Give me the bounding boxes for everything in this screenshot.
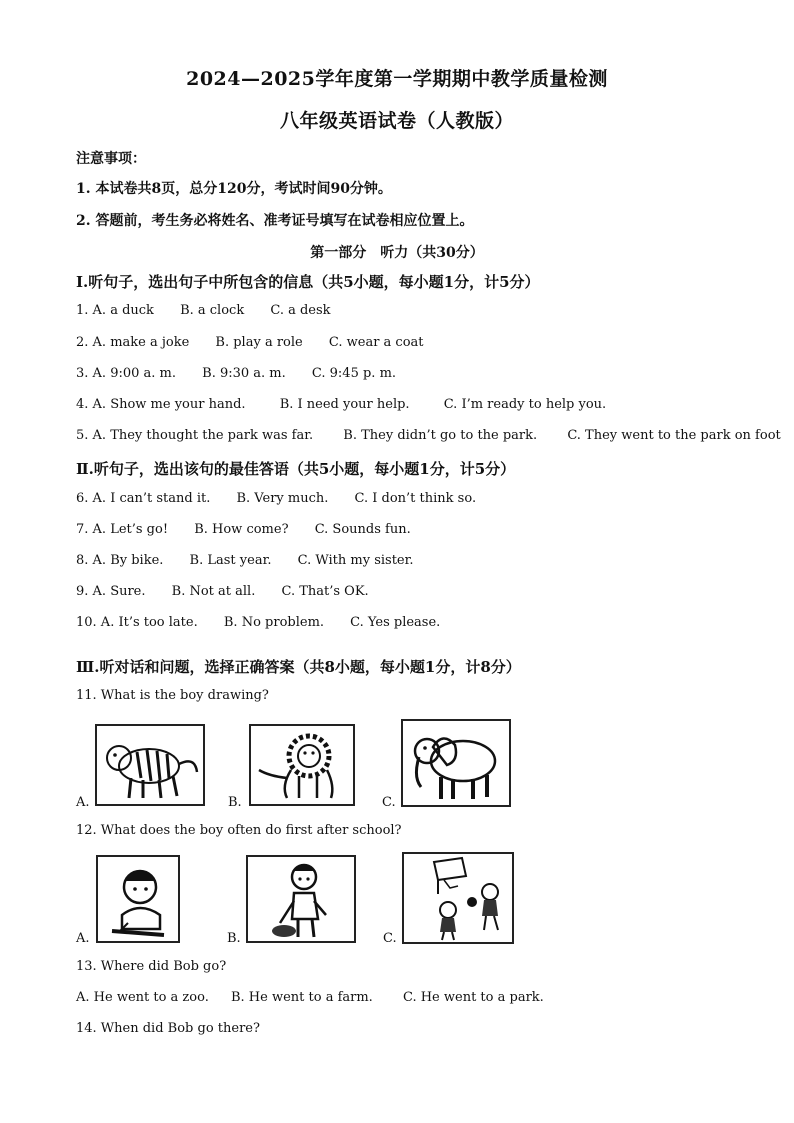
question-3 <box>76 366 418 381</box>
question-14: 14. When did Bob go there? <box>76 1021 260 1036</box>
exam-title: 2024—2025学年度第一学期期中教学质量检测 <box>186 68 608 90</box>
q8-option-a[interactable]: 8. A. By bike. <box>76 553 164 568</box>
note-item-1: 1. 本试卷共8页，总分120分，考试时间90分钟。 <box>76 181 392 197</box>
q9-option-c[interactable]: C. That’s OK. <box>281 584 369 599</box>
q12-picture-a-homework[interactable] <box>96 855 180 943</box>
question-13: 13. Where did Bob go? <box>76 959 227 974</box>
question-10 <box>76 615 462 630</box>
q5-option-a[interactable]: 5. A. They thought the park was far. <box>76 428 314 443</box>
q10-option-c[interactable]: C. Yes please. <box>350 615 441 630</box>
section-3-title: Ⅲ.听对话和问题，选择正确答案（共8小题，每小题1分，计8分） <box>76 658 521 676</box>
q7-option-a[interactable]: 7. A. Let’s go! <box>76 522 169 537</box>
q5-option-b[interactable]: B. They didn’t go to the park. <box>343 428 538 443</box>
question-9 <box>76 584 391 599</box>
question-11: 11. What is the boy drawing? <box>76 688 269 703</box>
q1-option-c[interactable]: C. a desk <box>270 303 331 318</box>
q11-picture-c-elephant[interactable] <box>401 719 511 807</box>
q13-option-b[interactable]: B. He went to a farm. <box>230 990 373 1005</box>
q2-option-c[interactable]: C. wear a coat <box>328 335 424 350</box>
q13-option-a[interactable]: A. He went to a zoo. <box>76 990 209 1005</box>
q4-option-b[interactable]: B. I need your help. <box>279 397 410 412</box>
q2-option-a[interactable]: 2. A. make a joke <box>76 335 190 350</box>
question-4 <box>76 397 628 412</box>
q7-option-b[interactable]: B. How come? <box>194 522 289 537</box>
q1-option-b[interactable]: B. a clock <box>180 303 245 318</box>
notes-heading: 注意事项： <box>76 151 146 167</box>
q7-option-c[interactable]: C. Sounds fun. <box>314 522 411 537</box>
q2-option-b[interactable]: B. play a role <box>215 335 303 350</box>
q11-picture-b-lion[interactable] <box>249 724 355 806</box>
elephant-icon <box>403 721 509 805</box>
q4-option-c[interactable]: C. I’m ready to help you. <box>443 397 607 412</box>
q3-option-c[interactable]: C. 9:45 p. m. <box>311 366 397 381</box>
q6-option-b[interactable]: B. Very much. <box>236 491 329 506</box>
part1-title: 第一部分 听力（共30分） <box>310 245 484 261</box>
question-5 <box>76 428 781 443</box>
note-item-2: 2. 答题前，考生务必将姓名、准考证号填写在试卷相应位置上。 <box>76 213 474 229</box>
q12-picture-b-cleaning[interactable] <box>246 855 356 943</box>
q11-picture-a-tiger[interactable] <box>95 724 205 806</box>
homework-icon <box>98 857 178 941</box>
question-7 <box>76 522 433 537</box>
q9-option-a[interactable]: 9. A. Sure. <box>76 584 146 599</box>
question-1 <box>76 303 353 318</box>
tiger-icon <box>97 726 203 804</box>
section-2-title: Ⅱ.听句子，选出该句的最佳答语（共5小题，每小题1分，计5分） <box>76 460 516 478</box>
q13-option-c[interactable]: C. He went to a park. <box>402 990 544 1005</box>
basketball-icon <box>404 854 512 942</box>
section-1-title: Ⅰ.听句子，选出句子中所包含的信息（共5小题，每小题1分，计5分） <box>76 273 540 291</box>
q9-option-b[interactable]: B. Not at all. <box>171 584 256 599</box>
q4-option-a[interactable]: 4. A. Show me your hand. <box>76 397 246 412</box>
q12-label-b: B. <box>227 931 241 946</box>
q11-label-c: C. <box>382 795 396 810</box>
q10-option-a[interactable]: 10. A. It’s too late. <box>76 615 198 630</box>
q8-option-c[interactable]: C. With my sister. <box>297 553 414 568</box>
question-13-options <box>76 990 566 1005</box>
question-12: 12. What does the boy often do first after school? <box>76 823 402 838</box>
q3-option-a[interactable]: 3. A. 9:00 a. m. <box>76 366 176 381</box>
question-8 <box>76 553 436 568</box>
exam-subtitle: 八年级英语试卷（人教版） <box>279 110 514 132</box>
q11-label-b: B. <box>228 795 242 810</box>
cleaning-icon <box>248 857 354 941</box>
q3-option-b[interactable]: B. 9:30 a. m. <box>202 366 286 381</box>
q11-label-a: A. <box>76 795 90 810</box>
question-2 <box>76 335 446 350</box>
q12-label-a: A. <box>76 931 90 946</box>
q8-option-b[interactable]: B. Last year. <box>189 553 272 568</box>
q1-option-a[interactable]: 1. A. a duck <box>76 303 154 318</box>
q12-picture-c-basketball[interactable] <box>402 852 514 944</box>
q5-option-c[interactable]: C. They went to the park on foot <box>567 428 781 443</box>
q10-option-b[interactable]: B. No problem. <box>223 615 325 630</box>
question-6 <box>76 491 498 506</box>
q6-option-c[interactable]: C. I don’t think so. <box>354 491 477 506</box>
q6-option-a[interactable]: 6. A. I can’t stand it. <box>76 491 211 506</box>
lion-icon <box>251 726 353 804</box>
q12-label-c: C. <box>383 931 397 946</box>
